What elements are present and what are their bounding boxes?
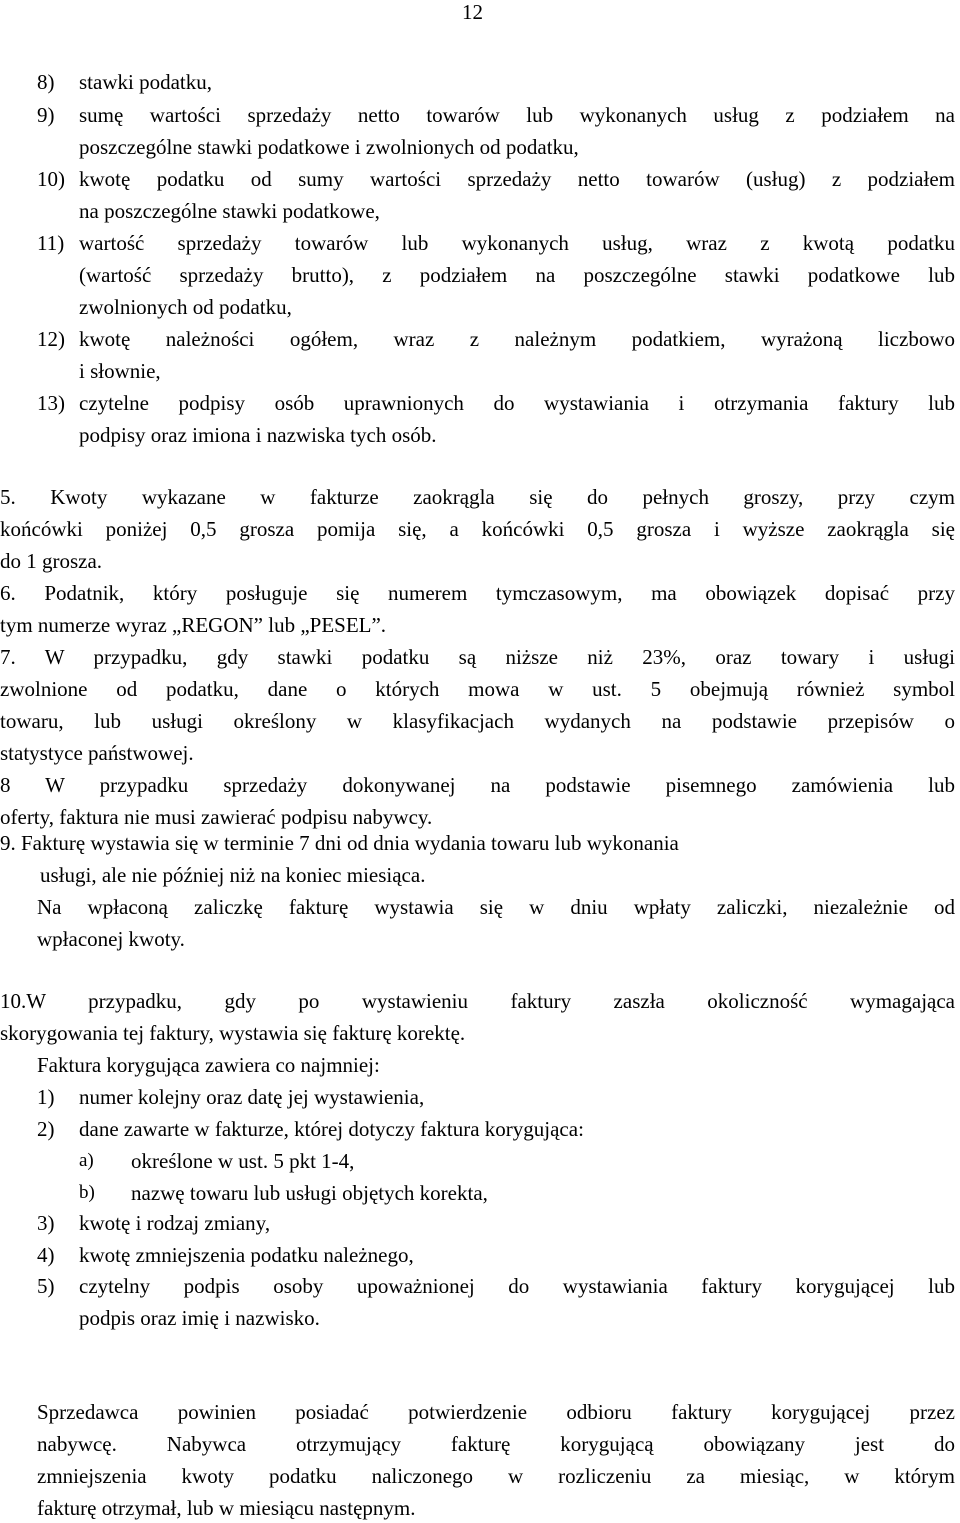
paragraph-line: wpłaconej kwoty.: [37, 927, 185, 951]
list-item-text: kwotę zmniejszenia podatku należnego,: [79, 1243, 414, 1267]
list-item-number: 5): [37, 1274, 55, 1298]
list-item-text: podpis oraz imię i nazwisko.: [79, 1306, 320, 1330]
paragraph-line: Na wpłaconą zaliczkę fakturę wystawia się w dniu wpłaty zaliczki, niezależnie od: [37, 895, 955, 919]
list-item-text: określone w ust. 5 pkt 1-4,: [131, 1149, 355, 1173]
list-item-number: 11): [37, 231, 65, 255]
list-item-number: 9): [37, 103, 55, 127]
list-item-text: sumę wartości sprzedaży netto towarów lub wykonanych usług z podziałem na: [79, 103, 955, 127]
paragraph-line: 6. Podatnik, który posługuje się numerem tymczasowym, ma obowiązek dopisać przy: [0, 581, 955, 605]
list-item-text: (wartość sprzedaży brutto), z podziałem na poszczególne stawki podatkowe lub: [79, 263, 955, 287]
paragraph-line: 9. Fakturę wystawia się w terminie 7 dni od dnia wydania towaru lub wykonania: [0, 831, 679, 855]
list-item-text: i słownie,: [79, 359, 161, 383]
list-item-text: na poszczególne stawki podatkowe,: [79, 199, 380, 223]
list-item-number: 1): [37, 1085, 55, 1109]
list-item-text: kwotę i rodzaj zmiany,: [79, 1211, 271, 1235]
list-item-number: 13): [37, 391, 65, 415]
list-item-text: numer kolejny oraz datę jej wystawienia,: [79, 1085, 425, 1109]
list-item-number: 4): [37, 1243, 55, 1267]
list-item-text: kwotę podatku od sumy wartości sprzedaży netto towarów (usług) z podziałem: [79, 167, 955, 191]
list-item-text: kwotę należności ogółem, wraz z należnym podatkiem, wyrażoną liczbowo: [79, 327, 955, 351]
paragraph-line: końcówki poniżej 0,5 grosza pomija się, a końcówki 0,5 grosza i wyższe zaokrągla się: [0, 517, 955, 541]
list-item-text: czytelne podpisy osób uprawnionych do wystawiania i otrzymania faktury lub: [79, 391, 955, 415]
paragraph-line: 7. W przypadku, gdy stawki podatku są niższe niż 23%, oraz towary i usługi: [0, 645, 955, 669]
list-item-text: podpisy oraz imiona i nazwiska tych osób.: [79, 423, 437, 447]
paragraph-line: 8 W przypadku sprzedaży dokonywanej na podstawie pisemnego zamówienia lub: [0, 773, 955, 797]
paragraph-line: 5. Kwoty wykazane w fakturze zaokrągla się do pełnych groszy, przy czym: [0, 485, 955, 509]
paragraph-line: skorygowania tej faktury, wystawia się fakturę korektę.: [0, 1021, 466, 1045]
list-item-number: 10): [37, 167, 65, 191]
list-item-text: wartość sprzedaży towarów lub wykonanych usług, wraz z kwotą podatku: [79, 231, 955, 255]
paragraph-line: Sprzedawca powinien posiadać potwierdzenie odbioru faktury korygującej przez: [37, 1400, 955, 1424]
list-item-text: poszczególne stawki podatkowe i zwolnionych od podatku,: [79, 135, 579, 159]
list-item-number: 8): [37, 70, 55, 94]
paragraph-line: 10.W przypadku, gdy po wystawieniu faktury zaszła okoliczność wymagająca: [0, 989, 955, 1013]
sub-item-letter: b): [79, 1182, 95, 1203]
paragraph-line: tym numerze wyraz „REGON” lub „PESEL”.: [0, 613, 387, 637]
paragraph-line: nabywcę. Nabywca otrzymujący fakturę korygującą obowiązany jest do: [37, 1432, 955, 1456]
list-item-number: 2): [37, 1117, 55, 1141]
list-item-text: zwolnionych od podatku,: [79, 295, 292, 319]
paragraph-line: oferty, faktura nie musi zawierać podpisu nabywcy.: [0, 805, 433, 829]
list-item-text: dane zawarte w fakturze, której dotyczy faktura korygująca:: [79, 1117, 584, 1141]
list-item-number: 12): [37, 327, 65, 351]
paragraph-line: do 1 grosza.: [0, 549, 103, 573]
paragraph-line: fakturę otrzymał, lub w miesiącu następnym.: [37, 1496, 416, 1520]
list-item-text: stawki podatku,: [79, 70, 212, 94]
sub-item-letter: a): [79, 1150, 94, 1171]
page-number: 12: [462, 0, 483, 24]
paragraph-line: zmniejszenia kwoty podatku naliczonego w rozliczeniu za miesiąc, w którym: [37, 1464, 955, 1488]
paragraph-line: usługi, ale nie później niż na koniec miesiąca.: [40, 863, 426, 887]
paragraph-line: statystyce państwowej.: [0, 741, 194, 765]
list-item-text: nazwę towaru lub usługi objętych korekta,: [131, 1181, 488, 1205]
paragraph-line: zwolnione od podatku, dane o których mowa w ust. 5 obejmują również symbol: [0, 677, 955, 701]
paragraph-line: towaru, lub usługi określony w klasyfikacjach wydanych na podstawie przepisów o: [0, 709, 955, 733]
paragraph-intro: Faktura korygująca zawiera co najmniej:: [37, 1053, 380, 1077]
list-item-number: 3): [37, 1211, 55, 1235]
list-item-text: czytelny podpis osoby upoważnionej do wystawiania faktury korygującej lub: [79, 1274, 955, 1298]
